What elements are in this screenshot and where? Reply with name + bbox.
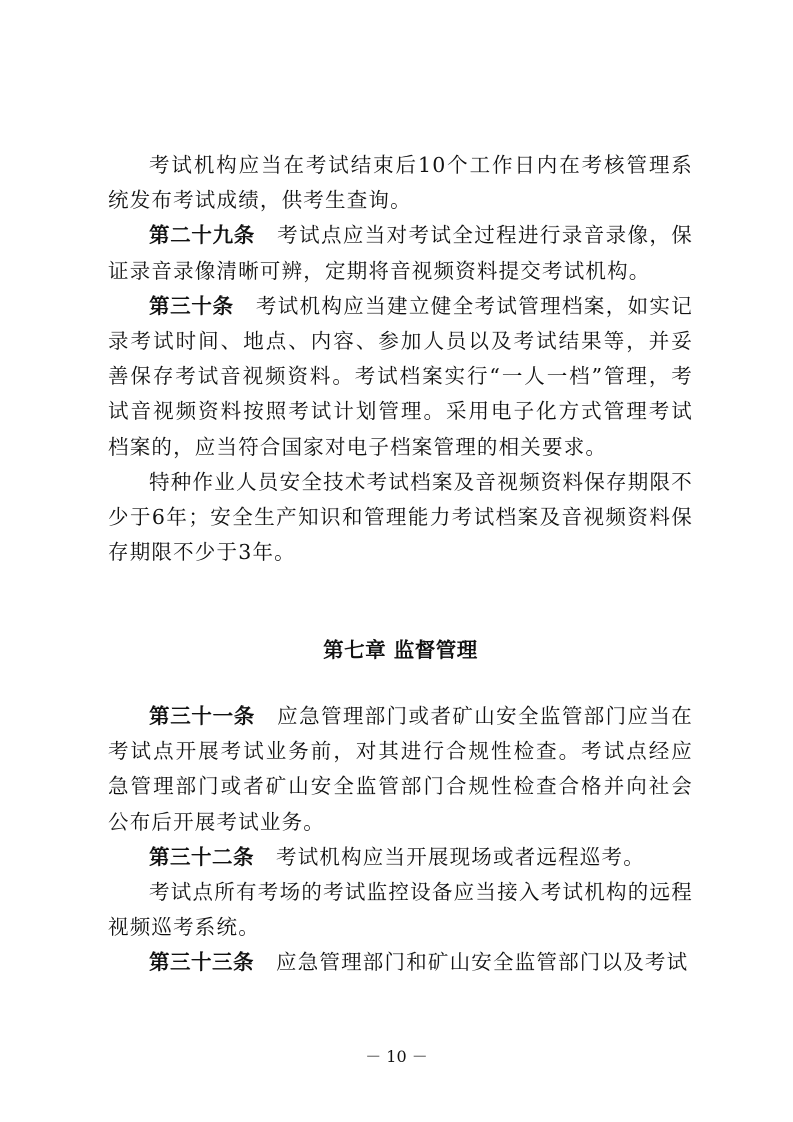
paragraph-text: 特种作业人员安全技术考试档案及音视频资料保存期限不少于6年；安全生产知识和管理能力考试档案及音视频资料保存期限不少于3年。 xyxy=(108,469,693,565)
article-32 xyxy=(108,840,693,875)
article-text: 考试机构应当开展现场或者远程巡考。 xyxy=(276,844,645,869)
paragraph-text: 考试点所有考场的考试监控设备应当接入考试机构的远程视频巡考系统。 xyxy=(108,880,693,940)
article-31 xyxy=(108,699,693,840)
paragraph-text: 考试机构应当在考试结束后10个工作日内在考核管理系统发布考试成绩，供考生查询。 xyxy=(108,153,693,213)
body-text-upper xyxy=(108,148,693,570)
page-number: － 10 － xyxy=(365,1047,428,1066)
paragraph-retention-period xyxy=(108,465,693,571)
article-30 xyxy=(108,289,693,465)
article-text: 应急管理部门和矿山安全监管部门以及考试 xyxy=(276,950,689,975)
body-text-lower xyxy=(108,699,693,981)
article-number: 第三十条 xyxy=(149,293,234,318)
paragraph-exam-results xyxy=(108,148,693,218)
article-29 xyxy=(108,218,693,288)
article-number: 第三十二条 xyxy=(149,844,254,869)
article-text: 考试机构应当建立健全考试管理档案，如实记录考试时间、地点、内容、参加人员以及考试结果等，并妥善保存考试音视频资料。考试档案实行“一人一档”管理，考试音视频资料按照考试计划管理。采用电子化方式管理考试档案的，应当符合国家对电子档案管理的相关要求。 xyxy=(108,293,694,459)
article-text: 应急管理部门或者矿山安全监管部门应当在考试点开展考试业务前，对其进行合规性检查。考试点经应急管理部门或者矿山安全监管部门合规性检查合格并向社会公布后开展考试业务。 xyxy=(108,704,693,834)
article-number: 第三十三条 xyxy=(149,950,254,975)
article-33 xyxy=(108,945,693,980)
paragraph-remote-patrol xyxy=(108,875,693,945)
chapter-heading: 第七章 监督管理 xyxy=(323,638,478,662)
article-number: 第二十九条 xyxy=(149,223,255,248)
article-number: 第三十一条 xyxy=(149,704,255,728)
article-text: 考试点应当对考试全过程进行录音录像，保证录音录像清晰可辨，定期将音视频资料提交考试机构。 xyxy=(108,223,693,283)
